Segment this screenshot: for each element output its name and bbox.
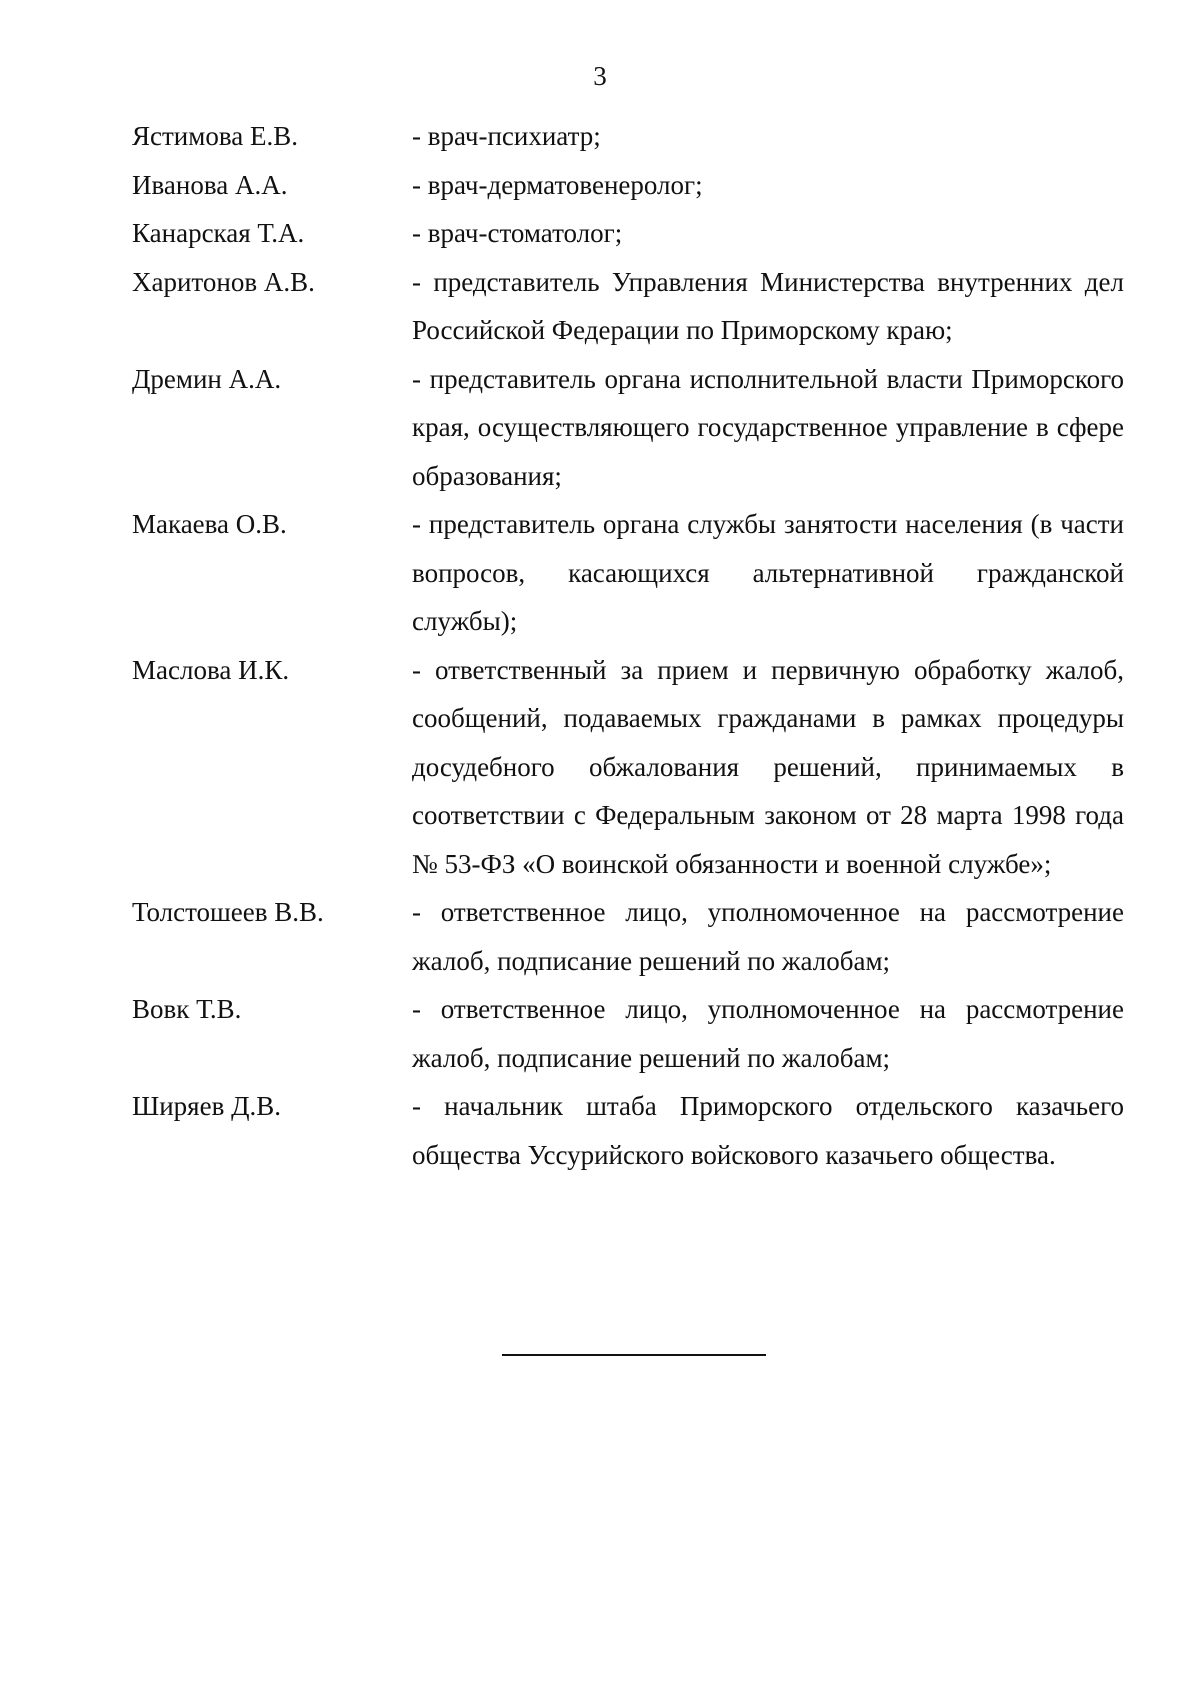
member-entry <box>132 985 1124 1082</box>
member-name: Вовк Т.В. <box>132 994 242 1024</box>
member-role: - ответственное лицо, уполномоченное на рассмотрение жалоб, подписание решений по жалобам; <box>412 897 1124 976</box>
member-entry <box>132 1082 1124 1179</box>
member-role: - врач-стоматолог; <box>412 218 623 248</box>
member-list <box>132 112 1124 1179</box>
member-name: Ястимова Е.В. <box>132 121 298 151</box>
member-entry <box>132 888 1124 985</box>
member-role: - врач-дерматовенеролог; <box>412 169 703 200</box>
member-name: Канарская Т.А. <box>132 218 305 248</box>
member-name: Иванова А.А. <box>132 169 288 200</box>
member-entry <box>132 209 1124 258</box>
member-name: Харитонов А.В. <box>132 266 315 297</box>
member-name: Толстошеев В.В. <box>132 897 324 927</box>
member-name: Маслова И.К. <box>132 654 290 685</box>
member-entry <box>132 500 1124 646</box>
member-role: - представитель органа службы занятости населения (в части вопросов, касающихся альтернативной гражданской службы); <box>412 509 1124 636</box>
member-entry <box>132 161 1124 210</box>
member-role: - врач-психиатр; <box>412 121 601 151</box>
member-name: Дремин А.А. <box>132 363 282 394</box>
member-role: - ответственный за прием и первичную обработку жалоб, сообщений, подаваемых гражданами в рамках процедуры досудебного обжалования решений, принимаемых в соответствии с Федеральным законом от 28 марта 1998 года № 53-ФЗ «О воинской обязанности и военной службе»; <box>412 654 1124 879</box>
member-role: - представитель органа исполнительной власти Приморского края, осуществляющего государственное управление в сфере образования; <box>412 363 1124 491</box>
member-role: - представитель Управления Министерства внутренних дел Российской Федерации по Приморскому краю; <box>412 266 1124 345</box>
member-entry <box>132 258 1124 355</box>
member-name: Ширяев Д.В. <box>132 1091 282 1121</box>
member-role: - ответственное лицо, уполномоченное на рассмотрение жалоб, подписание решений по жалобам; <box>412 994 1124 1073</box>
closing-rule-divider <box>502 1354 766 1356</box>
member-entry <box>132 646 1124 889</box>
member-entry <box>132 355 1124 501</box>
page-number: 3 <box>593 61 607 91</box>
member-name: Макаева О.В. <box>132 509 287 539</box>
member-role: - начальник штаба Приморского отдельского казачьего общества Уссурийского войскового казачьего общества. <box>412 1091 1124 1170</box>
member-entry <box>132 112 1124 161</box>
